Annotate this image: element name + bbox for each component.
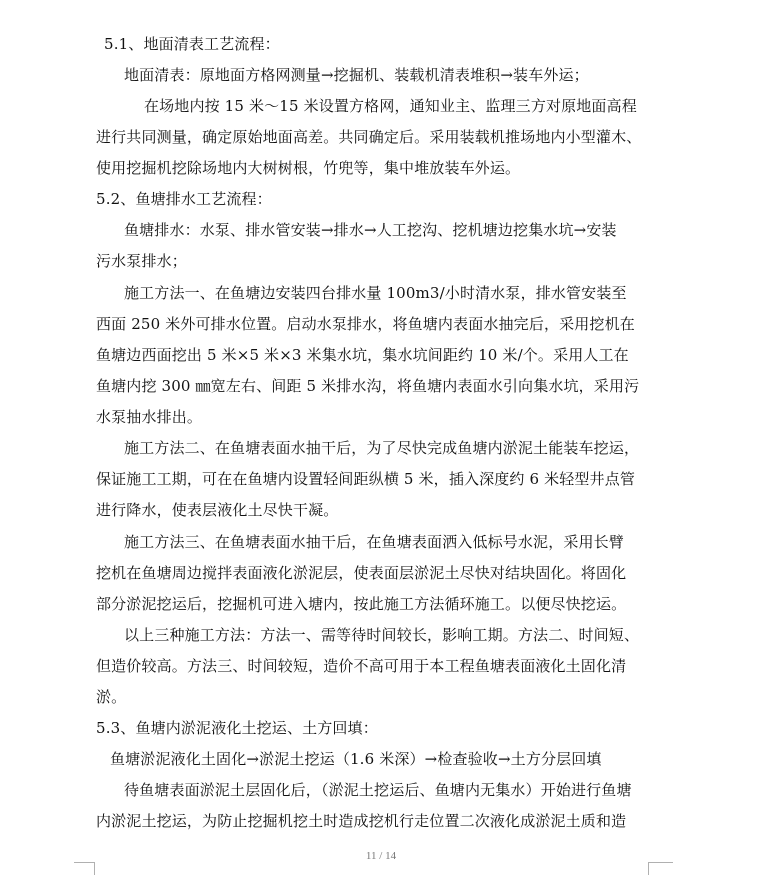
paragraph-line: 进行共同测量，确定原始地面高差。共同确定后。采用装载机推场地内小型灌木、 — [96, 128, 642, 146]
page-corner-mark-right — [648, 862, 673, 875]
paragraph-line: 西面 250 米外可排水位置。启动水泵排水，将鱼塘内表面水抽完后，采用挖机在 — [96, 315, 635, 333]
flow-line-sludge: 鱼塘淤泥液化土固化→淤泥土挖运（1.6 米深）→检查验收→土方分层回填 — [110, 750, 602, 768]
paragraph-line: 待鱼塘表面淤泥土层固化后，（淤泥土挖运后、鱼塘内无集水）开始进行鱼塘 — [124, 781, 632, 799]
paragraph-line: 但造价较高。方法三、时间较短，造价不高可用于本工程鱼塘表面液化土固化清 — [96, 657, 627, 675]
paragraph-line: 使用挖掘机挖除场地内大树树根，竹兜等，集中堆放装车外运。 — [96, 159, 521, 177]
paragraph-line: 施工方法二、在鱼塘表面水抽干后，为了尽快完成鱼塘内淤泥土能装车挖运， — [124, 439, 640, 457]
paragraph-line: 施工方法三、在鱼塘表面水抽干后，在鱼塘表面洒入低标号水泥，采用长臂 — [124, 533, 624, 551]
paragraph-line: 保证施工工期，可在在鱼塘内设置轻间距纵横 5 米，插入深度约 6 米轻型井点管 — [96, 470, 636, 488]
flow-line-clearing: 地面清表：原地面方格网测量→挖掘机、装载机清表堆积→装车外运； — [124, 66, 589, 84]
paragraph-line: 淤。 — [96, 688, 127, 706]
paragraph-line: 部分淤泥挖运后，挖掘机可进入塘内，按此施工方法循环施工。以便尽快挖运。 — [96, 595, 627, 613]
paragraph-line: 施工方法一、在鱼塘边安装四台排水量 100m3/小时清水泵，排水管安装至 — [124, 284, 627, 302]
paragraph-line: 鱼塘边西面挖出 5 米×5 米×3 米集水坑，集水坑间距约 10 米/个。采用人工在 — [96, 346, 629, 364]
page-corner-mark-left — [74, 862, 95, 875]
section-heading-5-2: 5.2、鱼塘排水工艺流程： — [96, 190, 272, 208]
paragraph-line: 鱼塘内挖 300 ㎜宽左右、间距 5 米排水沟，将鱼塘内表面水引向集水坑，采用污 — [96, 377, 640, 395]
flow-line-drainage: 鱼塘排水：水泵、排水管安装→排水→人工挖沟、挖机塘边挖集水坑→安装 — [124, 221, 617, 239]
paragraph-line: 在场地内按 15 米～15 米设置方格网，通知业主、监理三方对原地面高程 — [144, 97, 637, 115]
section-heading-5-3: 5.3、鱼塘内淤泥液化土挖运、土方回填： — [96, 719, 378, 737]
paragraph-line: 进行降水，使表层液化土尽快干凝。 — [96, 501, 339, 519]
paragraph-line: 水泵抽水排出。 — [96, 408, 203, 426]
section-heading-5-1: 5.1、地面清表工艺流程： — [104, 35, 280, 53]
paragraph-line: 内淤泥土挖运，为防止挖掘机挖土时造成挖机行走位置二次液化成淤泥土质和造 — [96, 812, 627, 830]
page-number: 11 / 14 — [365, 850, 397, 862]
flow-line-drainage-cont: 污水泵排水； — [96, 252, 187, 270]
paragraph-line: 挖机在鱼塘周边搅拌表面液化淤泥层，使表面层淤泥土尽快对结块固化。将固化 — [96, 564, 627, 582]
paragraph-line: 以上三种施工方法：方法一、需等待时间较长，影响工期。方法二、时间短、 — [124, 626, 640, 644]
